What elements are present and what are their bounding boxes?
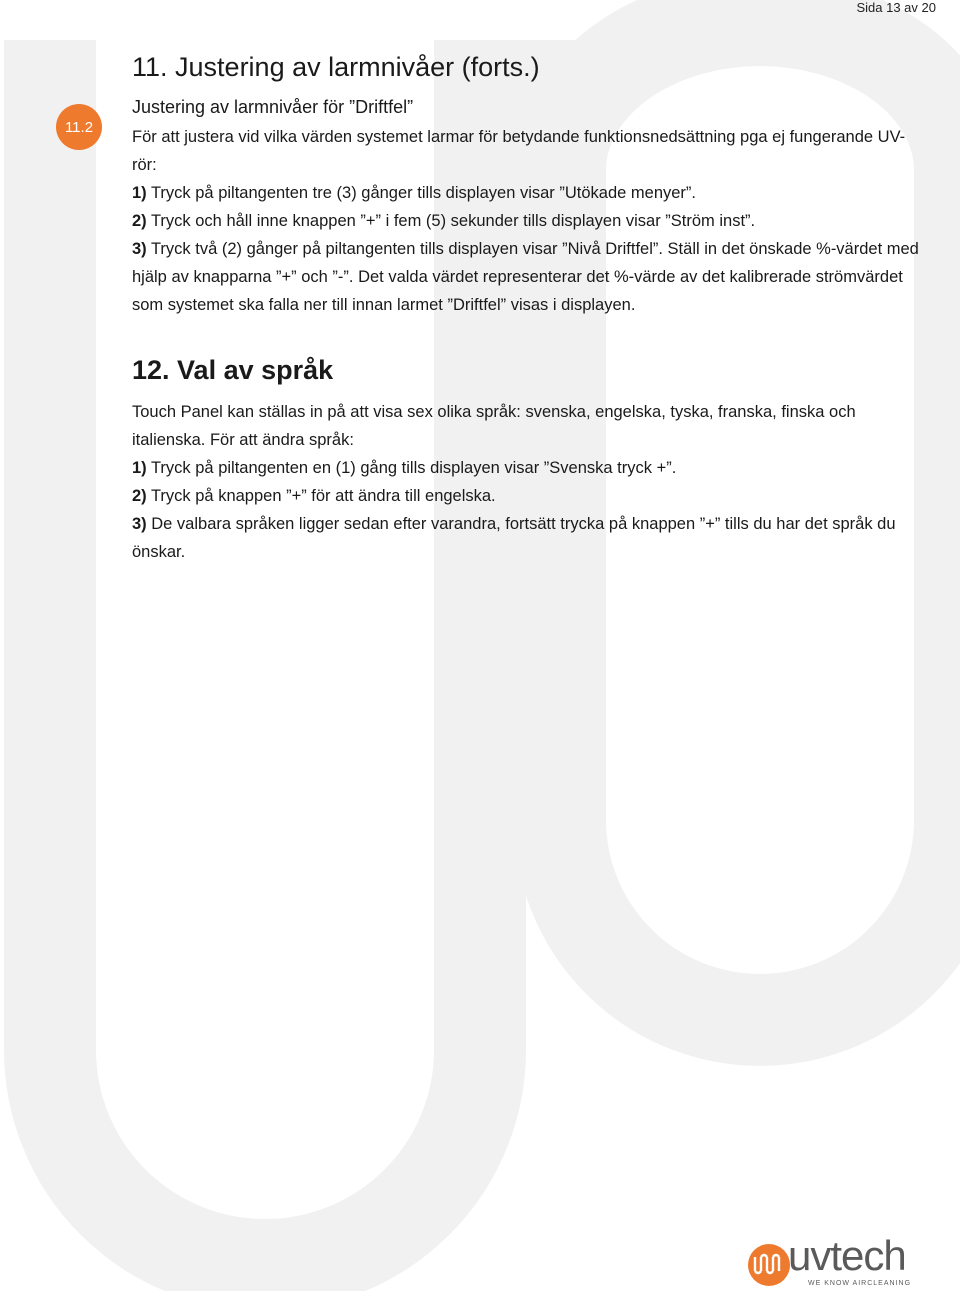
section-11-title: 11. Justering av larmnivåer (forts.)	[132, 52, 540, 82]
page-number: Sida 13 av 20	[856, 0, 936, 15]
step-item	[132, 235, 922, 319]
uvtech-logo	[746, 1232, 926, 1290]
step-number: 2)	[132, 487, 147, 505]
section-12-title: 12. Val av språk	[132, 355, 334, 385]
step-text: De valbara språken ligger sedan efter varandra, fortsätt trycka på knappen ”+” tills du har det språk du önskar.	[132, 515, 896, 561]
step-number: 2)	[132, 212, 147, 230]
step-number: 3)	[132, 515, 147, 533]
section-12-steps	[132, 454, 922, 566]
step-text: Tryck på piltangenten tre (3) gånger tills displayen visar ”Utökade menyer”.	[146, 184, 697, 202]
step-item	[132, 510, 922, 566]
step-text: Tryck på piltangenten en (1) gång tills displayen visar ”Svenska tryck +”.	[146, 459, 677, 477]
step-text: Tryck två (2) gånger på piltangenten tills displayen visar ”Nivå Driftfel”. Ställ in det önskade %-värdet med hjälp av knapparna ”+” och ”-”. Det valda värdet representerar det %-värde av det kalibrerade strömvärdet som systemet ska falla ner till innan larmet ”Driftfel” visas i displayen.	[132, 240, 919, 314]
step-number: 3)	[132, 240, 147, 258]
step-text: Tryck på knappen ”+” för att ändra till engelska.	[146, 487, 496, 505]
step-item	[132, 482, 922, 510]
section-badge: 11.2	[56, 104, 102, 150]
section-11-steps	[132, 179, 922, 319]
logo-tagline: WE KNOW AIRCLEANING	[808, 1280, 912, 1287]
section-11-intro: För att justera vid vilka värden systemet larmar för betydande funktionsnedsättning pga ej fungerande UV-rör:	[132, 128, 906, 174]
logo-wordmark: uvtech	[788, 1232, 906, 1279]
step-item	[132, 207, 922, 235]
logo-mark-icon	[746, 1242, 792, 1288]
step-item	[132, 454, 922, 482]
step-number: 1)	[132, 184, 147, 202]
step-item	[132, 179, 922, 207]
step-number: 1)	[132, 459, 147, 477]
section-12-intro: Touch Panel kan ställas in på att visa sex olika språk: svenska, engelska, tyska, franska, finska och italienska. För att ändra språk:	[132, 403, 856, 449]
step-text: Tryck och håll inne knappen ”+” i fem (5) sekunder tills displayen visar ”Ström inst”.	[146, 212, 756, 230]
section-11-subtitle: Justering av larmnivåer för ”Driftfel”	[132, 97, 414, 117]
